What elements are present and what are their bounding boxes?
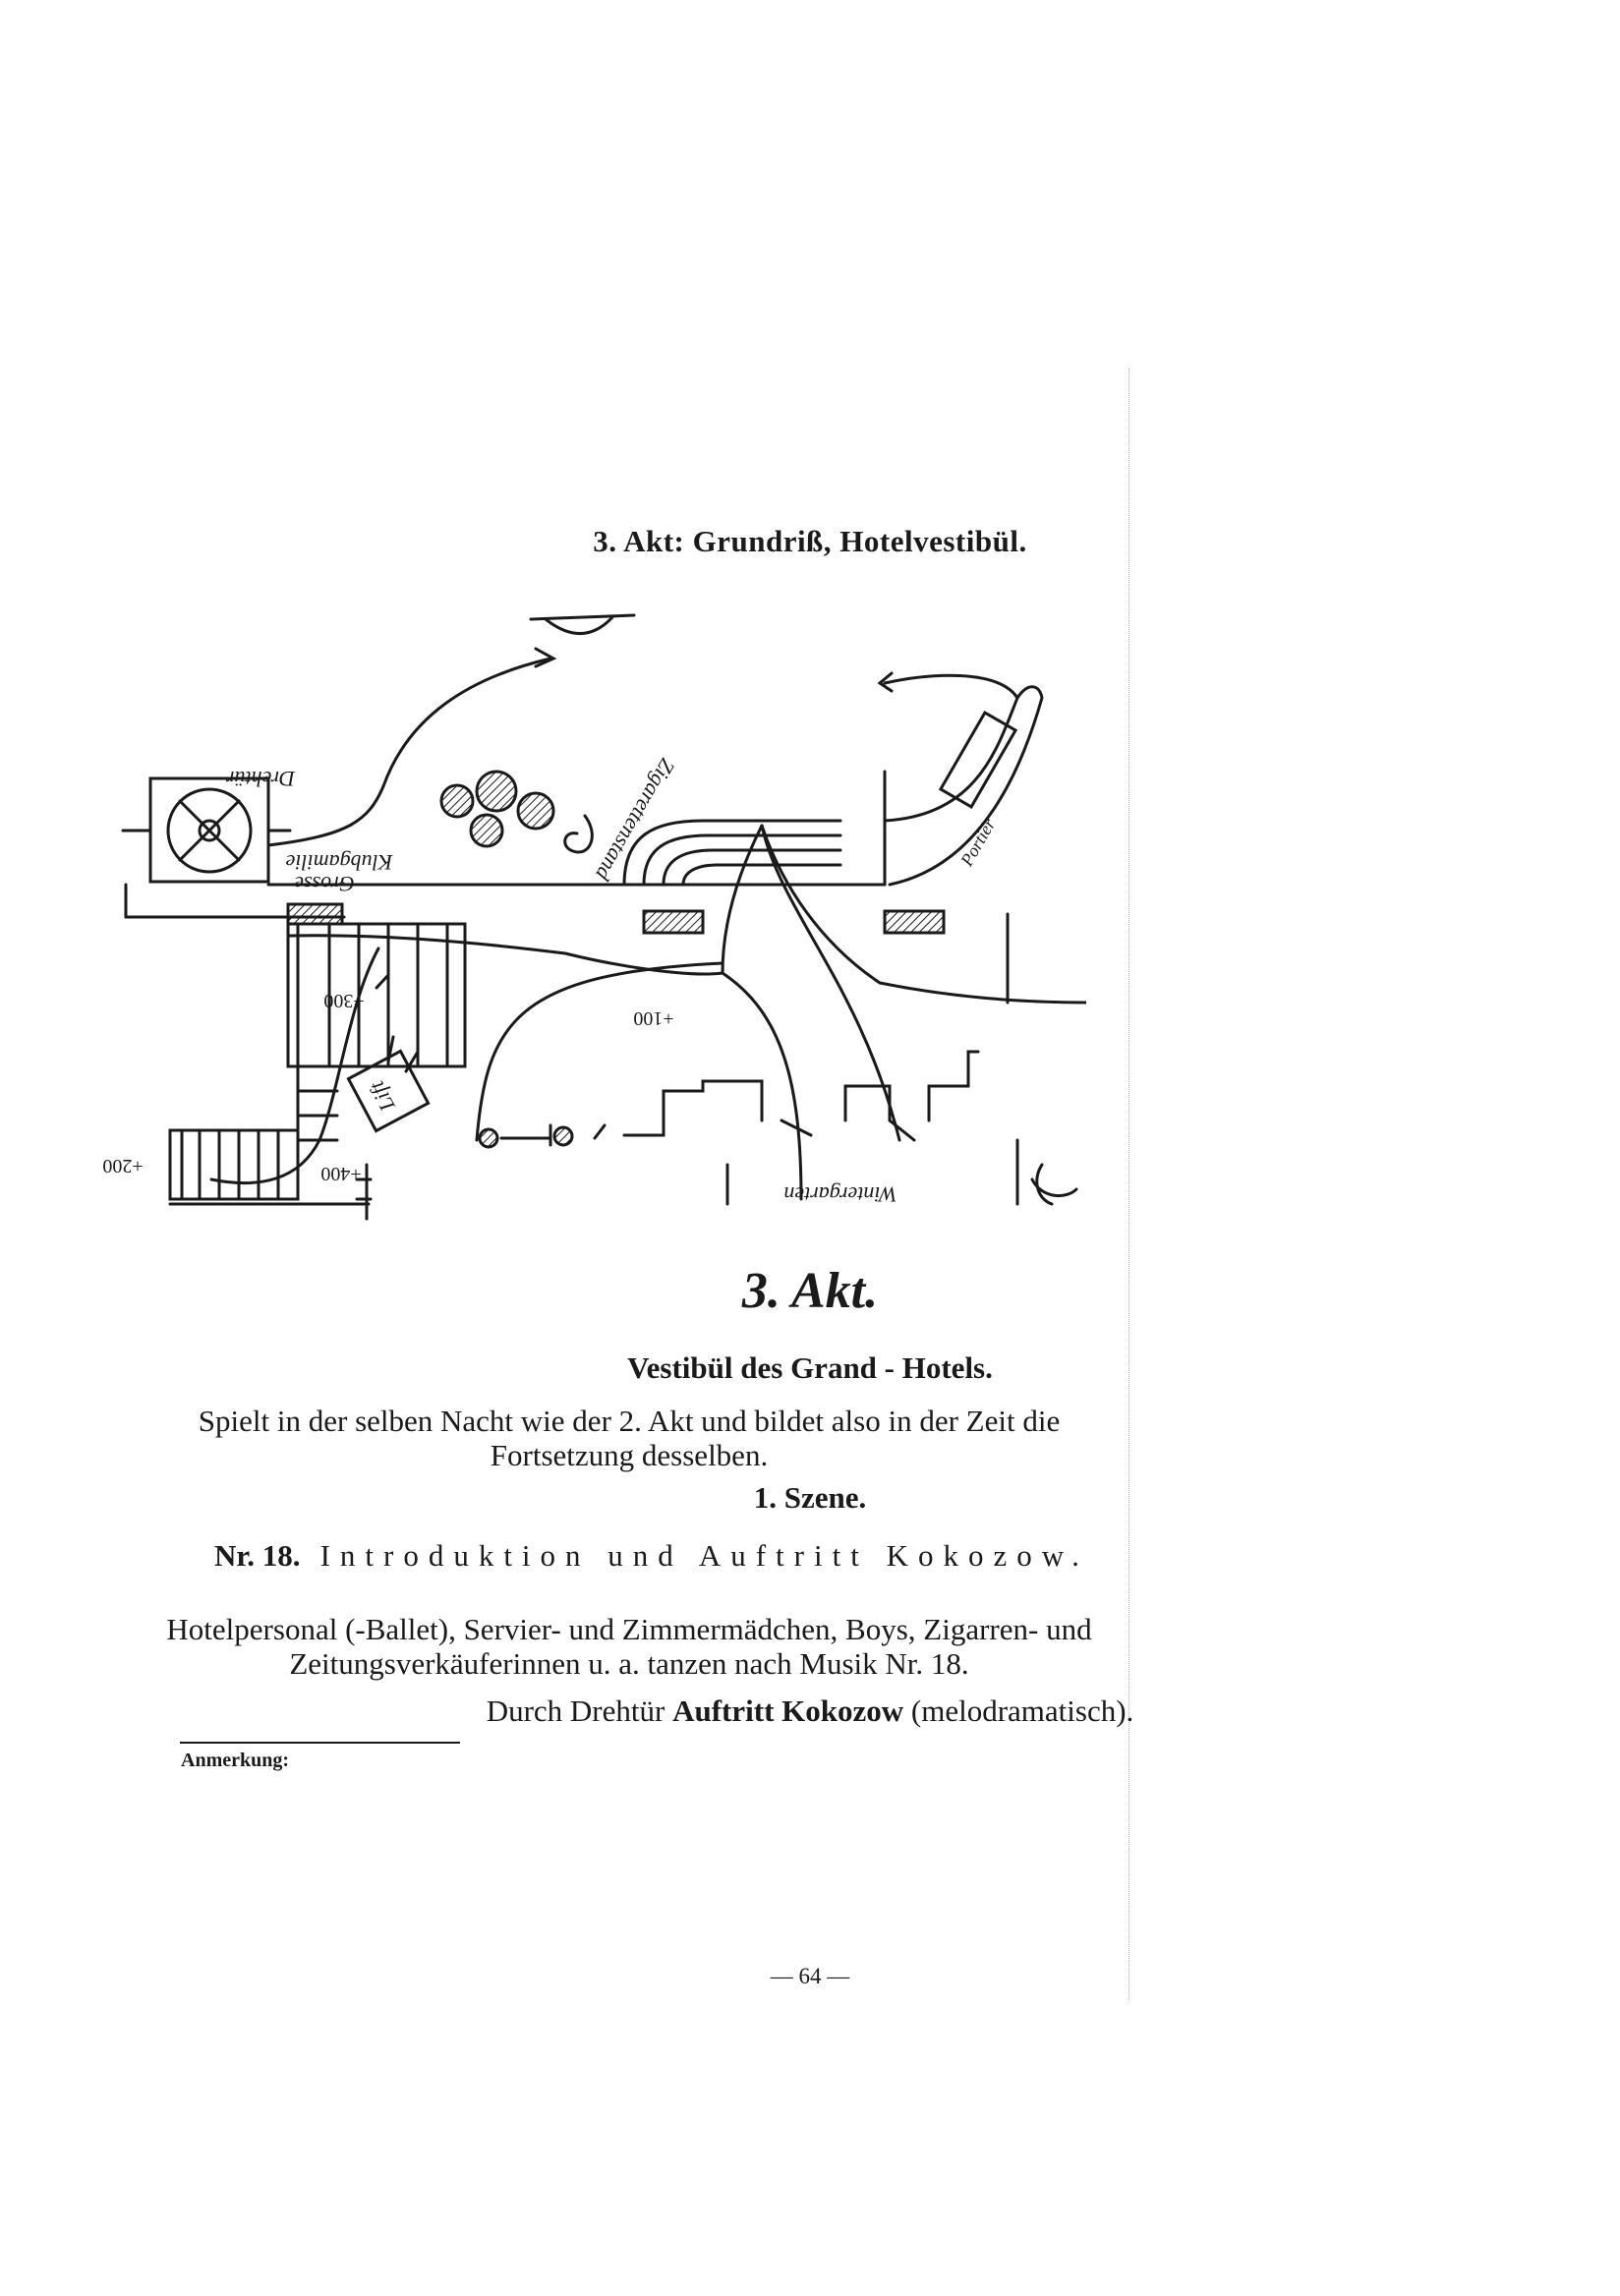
number-line (214, 1538, 1089, 1574)
entrance-bold: Auftritt Kokozow (672, 1693, 904, 1728)
label-plus-300: +300 (323, 990, 365, 1011)
page-number: — 64 — (770, 1964, 850, 1988)
label-plus-400: +400 (320, 1163, 362, 1184)
label-grosse: Grosse (294, 872, 355, 896)
divider-rule (180, 1742, 460, 1744)
margin-dotted-line (1128, 369, 1129, 2000)
path-arrow-top (268, 659, 550, 845)
label-drehtuer: Drehtür (225, 767, 296, 791)
entrance-prefix: Durch Drehtür (486, 1693, 665, 1728)
scene-location: Vestibül des Grand - Hotels. (627, 1350, 993, 1385)
scene-description: Spielt in der selben Nacht wie der 2. Akt und bildet also in der Zeit die Fortsetzung desselben. (198, 1404, 1061, 1472)
path-arrow-right (885, 675, 1017, 698)
label-zigarettenstand: Zigarettenstand (591, 754, 680, 885)
number-label: Nr. 18. (214, 1538, 301, 1573)
entrance-suffix: (melodramatisch). (910, 1693, 1134, 1728)
personnel-description: Hotelpersonal (-Ballet), Servier- und Zimmermädchen, Boys, Zigarren- und Zeitungsverkäuferinnen u. a. tanzen nach Musik Nr. 18. (166, 1612, 1092, 1681)
label-plus-100: +100 (633, 1007, 674, 1029)
label-klubgamilie: Klubgamilie (285, 850, 393, 875)
act-heading: 3. Akt. (741, 1263, 879, 1319)
label-lift: Lift (364, 1077, 400, 1116)
plan-title: 3. Akt: Grundriß, Hotelvestibül. (593, 524, 1027, 558)
floor-plan-drawing (93, 590, 1086, 1278)
label-portier: Portier (956, 815, 1000, 870)
scene-number: 1. Szene. (753, 1480, 867, 1515)
label-wintergarten: Wintergarten (783, 1182, 897, 1207)
label-plus-200: +200 (102, 1155, 144, 1177)
entrance-line (0, 1693, 1620, 1729)
lamp-shape (531, 615, 634, 634)
music-spiral (565, 816, 593, 852)
note-label: Anmerkung: (181, 1750, 290, 1771)
number-title: Introduktion und Auftritt Kokozow. (319, 1538, 1089, 1573)
